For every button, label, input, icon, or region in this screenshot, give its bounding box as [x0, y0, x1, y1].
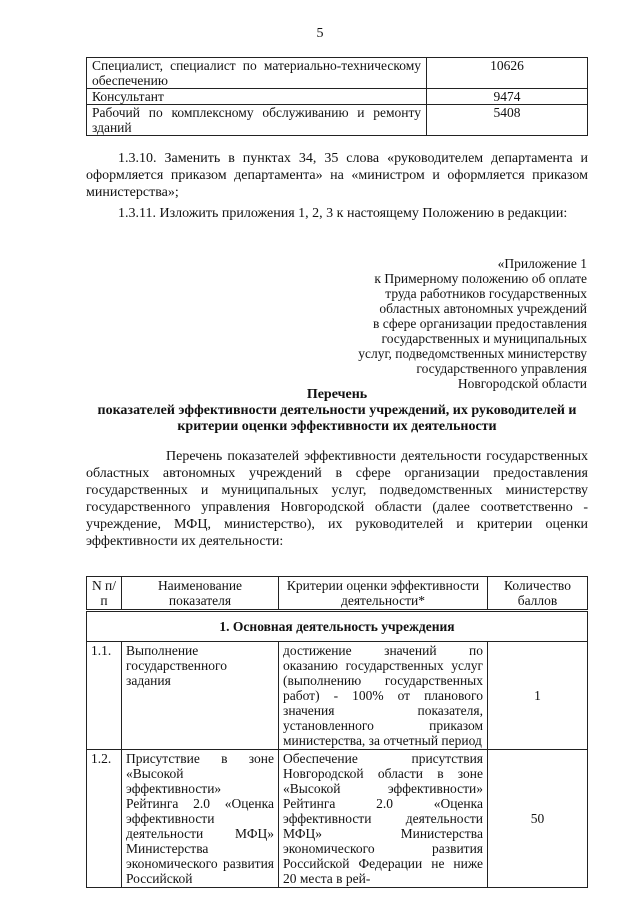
appendix-line: государственных и муниципальных: [381, 331, 587, 346]
paragraph-1-3-11: 1.3.11. Изложить приложения 1, 2, 3 к настоящему Положению в редакции:: [118, 206, 568, 221]
row-name: Присутствие в зоне «Высокой эффективности» Рейтинга 2.0 «Оценка эффективности деятельности МФЦ» Министерства экономического развития Российской: [122, 750, 279, 888]
position-cell: Специалист, специалист по материально-техническому обеспечению: [87, 58, 427, 89]
row-score: 1: [488, 642, 588, 750]
table-row: [87, 105, 588, 136]
table-row: [87, 58, 588, 89]
appendix-line: услуг, подведомственных министерству: [358, 346, 587, 361]
value-cell: 9474: [427, 89, 588, 105]
header-name: Наименование показателя: [122, 577, 279, 611]
position-cell: Рабочий по комплексному обслуживанию и ремонту зданий: [87, 105, 427, 136]
appendix-line: к Примерному положению об оплате: [374, 271, 587, 286]
row-name: Выполнение государственного задания: [122, 642, 279, 750]
appendix-line: областных автономных учреждений: [379, 301, 587, 316]
header-criteria: Критерии оценки эффективности деятельности*: [279, 577, 488, 611]
appendix-line: в сфере организации предоставления: [373, 316, 587, 331]
heading-title: Перечень: [306, 387, 368, 402]
appendix-note: [358, 256, 587, 391]
appendix-line: Новгородской области: [457, 376, 587, 391]
row-criteria: достижение значений по оказанию государственных услуг (выполнению государственных работ) - 100% от планового значения показателя, установленного приказом министерства, за отчетный период: [279, 642, 488, 750]
heading-subtitle: показателей эффективности деятельности учреждений, их руководителей и критерии оценки эффективности их деятельности: [97, 403, 577, 434]
position-cell: Консультант: [87, 89, 427, 105]
page-number: 5: [316, 26, 324, 41]
table-row: [87, 642, 588, 750]
document-heading: [86, 387, 588, 435]
table-row: [87, 750, 588, 888]
value-cell: 10626: [427, 58, 588, 89]
appendix-line: «Приложение 1: [497, 256, 587, 271]
intro-paragraph: Перечень показателей эффективности деятельности государственных областных автономных учреждений в сфере организации предоставления государственных и муниципальных услуг, подведомственных министерству государственного управления Новгородской области (далее соответственно - учреждение, МФЦ, министерство), их руководителей и критерии оценки эффективности их деятельности:: [86, 449, 588, 549]
section-title: 1. Основная деятельность учреждения: [87, 611, 588, 642]
salary-table: [86, 57, 588, 136]
section-row: [87, 611, 588, 642]
row-criteria: Обеспечение присутствия Новгородской области в зоне «Высокой эффективности» Рейтинга 2.0 «Оценка эффективности деятельности МФЦ» Министерства экономического развития Российской Федерации не ниже 20 места в рей-: [279, 750, 488, 888]
appendix-line: государственного управления: [416, 361, 587, 376]
row-num: 1.1.: [87, 642, 122, 750]
row-num: 1.2.: [87, 750, 122, 888]
appendix-line: труда работников государственных: [385, 286, 587, 301]
header-num: N п/п: [87, 577, 122, 611]
indicators-table: [86, 576, 588, 888]
paragraph-1-3-10: 1.3.10. Заменить в пунктах 34, 35 слова «руководителем департамента и оформляется приказом департамента» на «министром и оформляется приказом министерства»;: [86, 151, 588, 200]
table-row: [87, 89, 588, 105]
table-header-row: [87, 577, 588, 611]
row-score: 50: [488, 750, 588, 888]
header-score: Количество баллов: [488, 577, 588, 611]
value-cell: 5408: [427, 105, 588, 136]
